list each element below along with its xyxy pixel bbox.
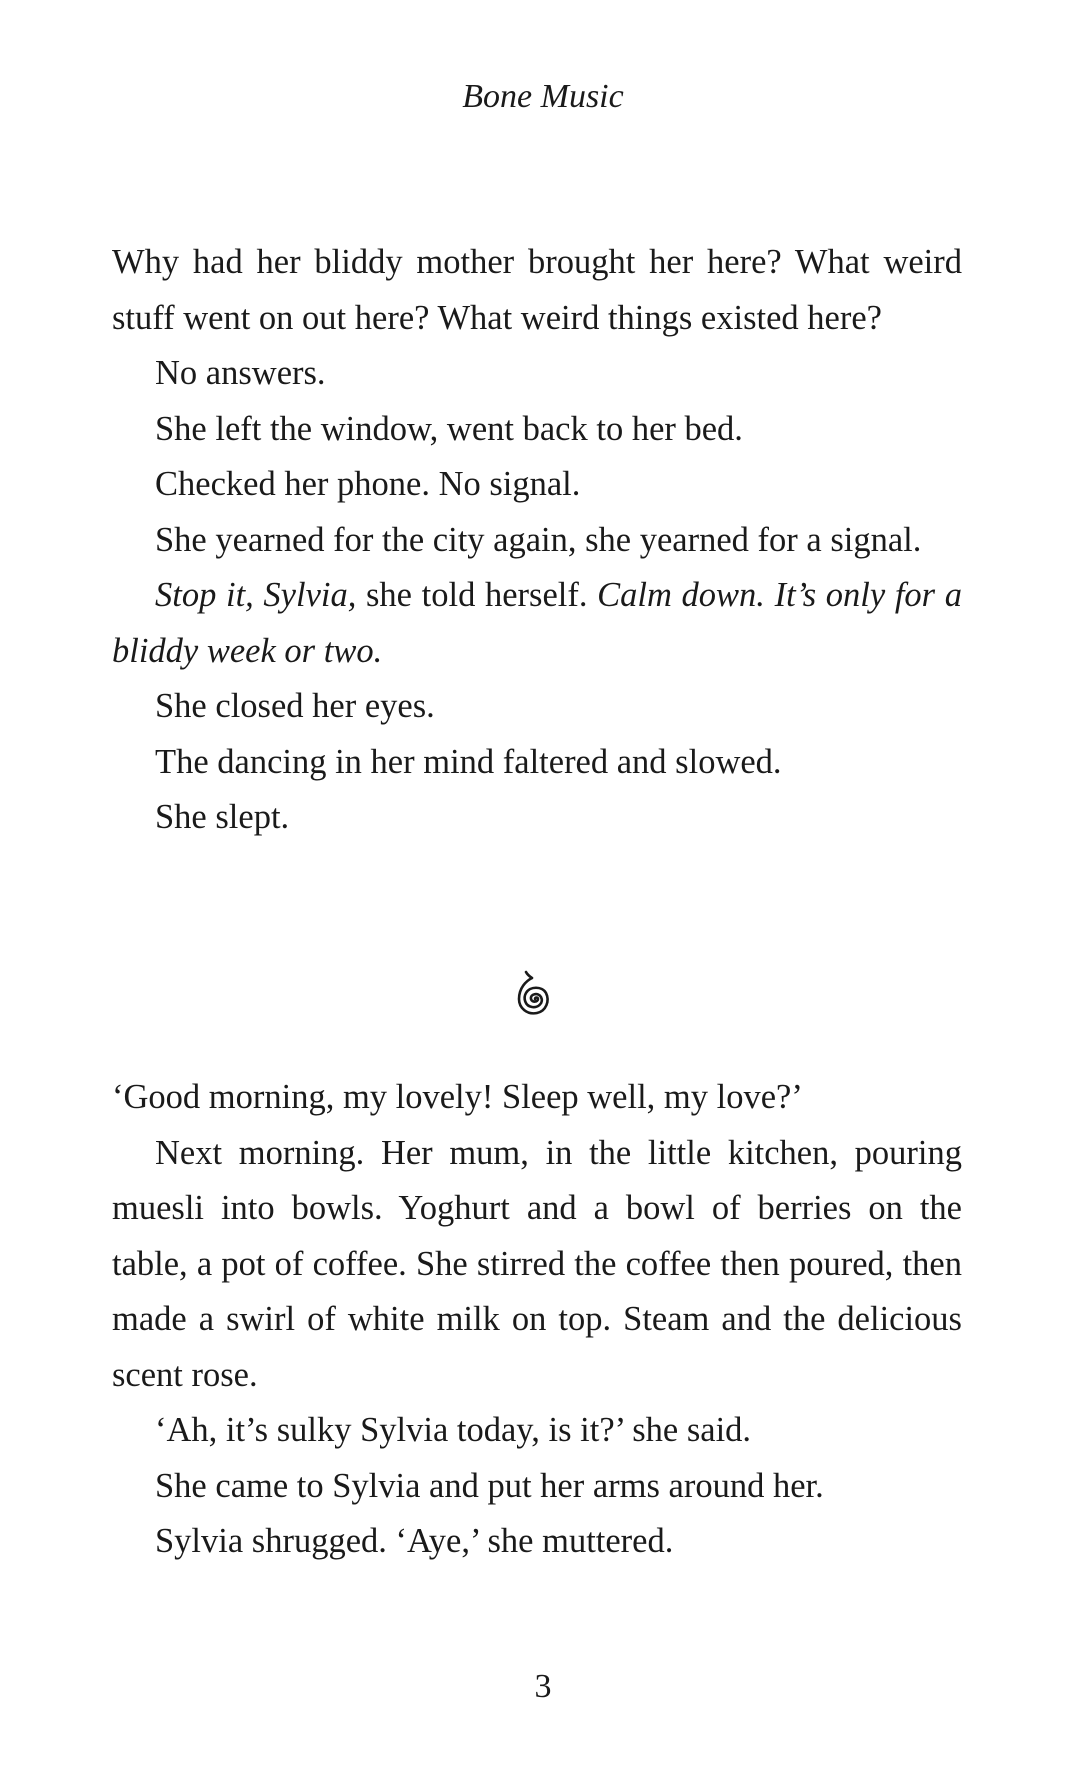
spiral-ornament-icon bbox=[505, 968, 565, 1028]
paragraph: No answers. bbox=[155, 354, 326, 392]
paragraph: Sylvia shrugged. ‘Aye,’ she muttered. bbox=[155, 1522, 674, 1560]
roman-text: she told herself. bbox=[356, 576, 598, 614]
italic-text: Stop it, Sylvia, bbox=[155, 576, 357, 614]
paragraph-thought bbox=[112, 568, 962, 679]
paragraph: She came to Sylvia and put her arms around her. bbox=[155, 1466, 824, 1505]
paragraph: The dancing in her mind faltered and slowed. bbox=[155, 742, 782, 781]
paragraph: ‘Ah, it’s sulky Sylvia today, is it?’ she said. bbox=[155, 1411, 752, 1449]
paragraph: She yearned for the city again, she yearned for a signal. bbox=[155, 520, 922, 559]
paragraph: Why had her bliddy mother brought her here? What weird stuff went on out here? What weird things existed here? bbox=[112, 243, 962, 337]
section-one bbox=[112, 235, 962, 846]
page-number: 3 bbox=[534, 1668, 552, 1705]
paragraph: ‘Good morning, my lovely! Sleep well, my love?’ bbox=[112, 1078, 803, 1116]
paragraph: Checked her phone. No signal. bbox=[155, 465, 581, 503]
paragraph: She slept. bbox=[155, 798, 290, 836]
paragraph: She left the window, went back to her bed. bbox=[155, 409, 743, 448]
paragraph: She closed her eyes. bbox=[155, 687, 435, 725]
paragraph: Next morning. Her mum, in the little kitchen, pouring muesli into bowls. Yoghurt and a bowl of berries on the table, a pot of coffee. She stirred the coffee then poured, then made a swirl of white milk on top. Steam and the delicious scent rose. bbox=[112, 1133, 962, 1394]
section-two bbox=[112, 1070, 962, 1570]
running-title: Bone Music bbox=[462, 78, 624, 115]
italic-text: Calm down. It’s only for a bliddy week or two. bbox=[112, 576, 962, 670]
